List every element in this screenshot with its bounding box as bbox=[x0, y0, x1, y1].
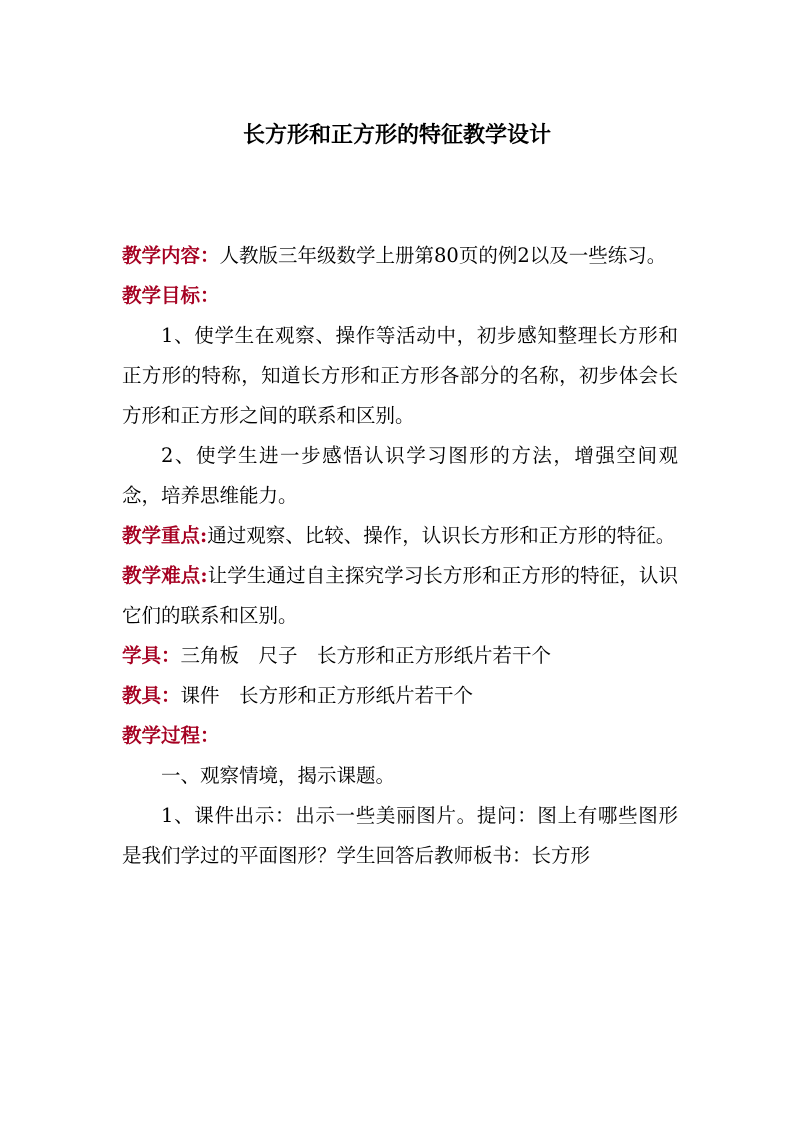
paragraph-text: 一、观察情境，揭示课题。 bbox=[161, 764, 396, 787]
paragraph-text: 让学生通过自主探究学习长方形和正方形的特征，认识它们的联系和区别。 bbox=[122, 564, 678, 627]
paragraph-text: 课件 长方形和正方形纸片若干个 bbox=[180, 684, 474, 707]
paragraph-text: 1、课件出示：出示一些美丽图片。提问：图上有哪些图形是我们学过的平面图形？学生回答后教师板书：长方形 bbox=[122, 804, 678, 867]
paragraph-teaching-goals bbox=[122, 276, 678, 316]
paragraph-teaching-content bbox=[122, 236, 678, 276]
paragraph-text: 通过观察、比较、操作，认识长方形和正方形的特征。 bbox=[207, 524, 676, 547]
paragraph-difficulties bbox=[122, 556, 678, 636]
section-label: 教学内容： bbox=[122, 244, 220, 267]
paragraph-text: 三角板 尺子 长方形和正方形纸片若干个 bbox=[180, 644, 552, 667]
section-label: 教学重点: bbox=[122, 524, 208, 547]
paragraph-text: 2、使学生进一步感悟认识学习图形的方法，增强空间观念，培养思维能力。 bbox=[122, 444, 678, 507]
paragraph-key-points bbox=[122, 516, 678, 556]
section-label: 教学目标： bbox=[122, 284, 220, 307]
section-label: 教具： bbox=[122, 684, 181, 707]
paragraph-goal-2 bbox=[122, 436, 678, 516]
paragraph-student-tools bbox=[122, 636, 678, 676]
paragraph-step-1 bbox=[122, 756, 678, 796]
section-label: 学具： bbox=[122, 644, 181, 667]
paragraph-teacher-tools bbox=[122, 676, 678, 716]
document-body bbox=[122, 236, 678, 876]
section-label: 教学过程： bbox=[122, 724, 220, 747]
section-label: 教学难点: bbox=[122, 564, 208, 587]
paragraph-step-1-1 bbox=[122, 796, 678, 876]
paragraph-goal-1 bbox=[122, 316, 678, 436]
paragraph-teaching-process bbox=[122, 716, 678, 756]
paragraph-text: 人教版三年级数学上册第80页的例2以及一些练习。 bbox=[219, 244, 667, 267]
document-title: 长方形和正方形的特征教学设计 bbox=[242, 122, 551, 148]
paragraph-text: 1、使学生在观察、操作等活动中，初步感知整理长方形和正方形的特称，知道长方形和正方形各部分的名称，初步体会长方形和正方形之间的联系和区别。 bbox=[122, 324, 678, 427]
